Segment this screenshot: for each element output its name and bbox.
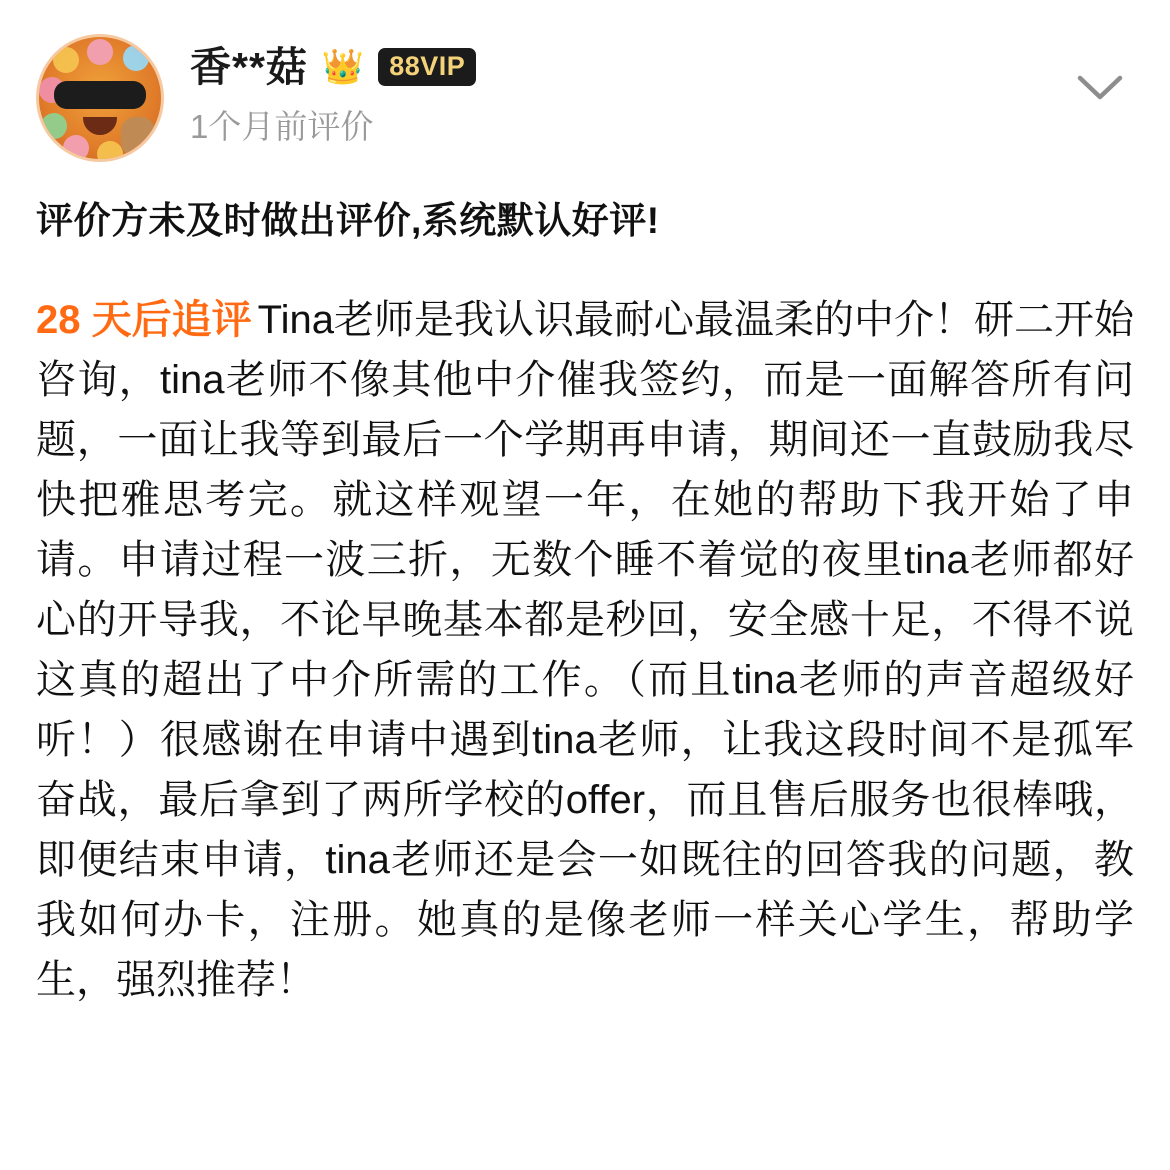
append-review-label: 28 天后追评 (36, 297, 252, 342)
crown-icon: 👑 (321, 48, 365, 86)
review-body (36, 196, 1134, 1010)
vip-badge: 88VIP (378, 48, 476, 86)
review-header-text (190, 34, 1134, 143)
avatar-bear-decoration (121, 117, 155, 155)
first-comment-text: 评价方未及时做出评价,系统默认好评! (36, 200, 660, 241)
avatar-mouth (83, 117, 117, 135)
review-header (36, 34, 1134, 174)
avatar-sunglasses (54, 81, 146, 109)
avatar[interactable] (36, 34, 164, 162)
chevron-down-icon[interactable] (1068, 56, 1132, 120)
user-name-row (190, 40, 1134, 94)
user-name: 香**菇 (190, 43, 308, 90)
append-review-block (36, 290, 1134, 1010)
review-time: 1个月前评价 (190, 108, 374, 145)
append-review-text: Tina老师是我认识最耐心最温柔的中介！研二开始咨询，tina老师不像其他中介催我签约，而是一面解答所有问题，一面让我等到最后一个学期再申请，期间还一直鼓励我尽快把雅思考完。就这样观望一年，在她的帮助下我开始了申请。申请过程一波三折，无数个睡不着觉的夜里tina老师都好心的开导我，不论早晚基本都是秒回，安全感十足，不得不说这真的超出了中介所需的工作。（而且tina老师的声音超级好听！）很感谢在申请中遇到tina老师，让我这段时间不是孤军奋战，最后拿到了两所学校的offer，而且售后服务也很棒哦，即便结束申请，tina老师还是会一如既往的回答我的问题，教我如何办卡，注册。她真的是像老师一样关心学生，帮助学生，强烈推荐！ (36, 297, 1135, 1002)
